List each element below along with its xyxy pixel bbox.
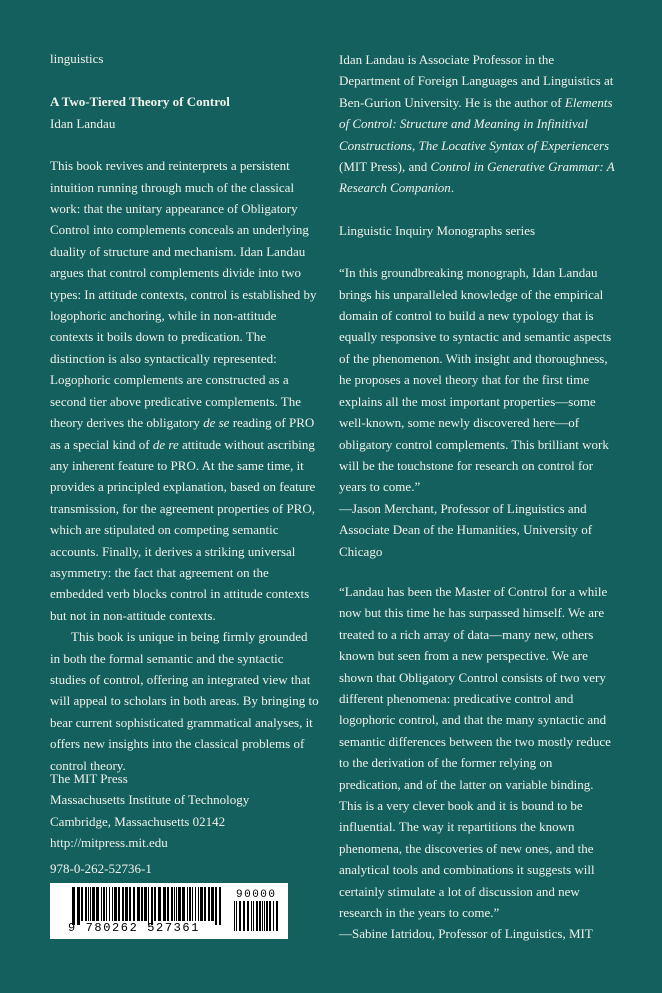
barcode-bar — [112, 887, 113, 921]
barcode-bar — [171, 887, 173, 921]
bio-italic: Elements of Control: Structure and Meaning in Infinitival Constructions — [339, 94, 613, 153]
bio-italic: The Locative Syntax of Experiencers — [418, 137, 610, 153]
barcode-bar — [273, 901, 274, 931]
barcode — [50, 883, 288, 939]
publisher-city: Cambridge, Massachusetts 02142 — [50, 813, 226, 829]
barcode-bar — [122, 887, 124, 921]
right-column — [339, 49, 617, 945]
barcode-bar — [77, 887, 80, 925]
barcode-bar — [72, 887, 75, 925]
barcode-bar — [262, 901, 263, 931]
barcode-bar — [151, 887, 153, 925]
barcode-bar — [182, 887, 185, 921]
abstract-paragraph-1 — [50, 155, 320, 626]
barcode-bar — [195, 887, 196, 921]
book-title: A Two-Tiered Theory of Control — [50, 94, 230, 110]
barcode-bar — [251, 901, 252, 931]
barcode-bar — [92, 887, 95, 921]
barcode-bar — [154, 887, 156, 921]
barcode-bar — [276, 901, 278, 931]
barcode-bar — [189, 887, 191, 921]
abstract-text: attitude without ascribing any inherent feature to PRO. At the same time, it provides a principled explanation, based on feature transmission, for the agreement properties of PRO, which are stipulated on competing semantic accounts. Finally, it derives a striking universal asymmetry: the fact that agreement on the embedded verb blocks control in attitude contexts but not in non-attitude contexts. — [50, 436, 316, 623]
barcode-bar — [106, 887, 107, 921]
barcode-bar — [158, 887, 161, 921]
barcode-bar — [88, 887, 89, 921]
bio-text: (MIT Press), and — [339, 159, 431, 175]
barcode-bar — [200, 887, 203, 921]
author-bio — [339, 49, 617, 199]
left-column — [50, 48, 320, 776]
barcode-bar — [211, 887, 214, 921]
barcode-bar — [243, 901, 245, 931]
publisher-url: http://mitpress.mit.edu — [50, 835, 168, 851]
isbn: 978-0-262-52736-1 — [50, 861, 152, 876]
quote-1: “In this groundbreaking monograph, Idan Landau brings his unparalleled knowledge of the empirical domain of control to build a new typology that is equally responsive to syntactic and semantic aspects of the phenomenon. With insight and thoroughness, he proposes a novel theory that for the first time explains all the most important properties—some well-known, some newly discovered here—of obligatory control complements. This brilliant work will be the touchstone for research on control for years to come.” — [339, 265, 612, 495]
publisher-name: The MIT Press — [50, 771, 128, 786]
bio-text: , — [411, 137, 419, 153]
quote-2: “Landau has been the Master of Control for a while now but this time he has surpassed himself. We are treated to a rich array of data—many new, others known but seen from a new perspective. We are shown that Obligatory Control consists of two very different phenomena: predicative control and logophoric control, and that the many syntactic and semantic differences between the two mostly reduce to the derivation of the former relying on predication, and of the latter on variable binding. This is a very clever book and it is bound to be influential. The way it repartitions the known phenomena, the discoveries of new ones, and the analytical tools and combinations it suggests will certainly stimulate a lot of discussion and new research in the years to come.” — [339, 583, 611, 921]
barcode-bar — [96, 887, 99, 921]
barcode-bar — [219, 887, 221, 925]
barcode-bar — [264, 901, 265, 931]
barcode-bar — [256, 901, 258, 931]
barcode-bar — [137, 887, 140, 921]
abstract-italic: de se — [203, 415, 230, 431]
barcode-bar — [174, 887, 175, 921]
barcode-bar — [176, 887, 177, 921]
barcode-bar — [141, 887, 143, 921]
barcode-bar — [192, 887, 193, 921]
barcode-bar — [239, 901, 241, 931]
barcode-bar — [236, 901, 237, 931]
category-label: linguistics — [50, 51, 104, 66]
barcode-digits: 9 780262 527361 — [68, 921, 201, 935]
barcode-bar — [81, 887, 83, 921]
barcode-bar — [204, 887, 206, 921]
barcode-bar — [144, 887, 147, 921]
abstract-italic: de re — [152, 436, 179, 452]
barcode-bar — [167, 887, 169, 921]
barcode-bar — [148, 887, 149, 925]
publisher-block — [50, 768, 249, 854]
barcode-bar — [198, 887, 199, 921]
abstract-paragraph-2: This book is unique in being firmly grounded in both the formal semantic and the syntactic studies of control, offering an integrated view that will appeal to scholars in both areas. By bringing to bear current sophisticated grammatical analyses, it offers new insights into the classical problems of control theory. — [50, 629, 319, 773]
abstract-text: This book revives and reinterprets a persistent intuition running through much of the classical work: that the unitary appearance of Obligatory Control into complements conceals an underlying duality of structure and mechanism. Idan Landau argues that control complements divide into two types: In attitude contexts, control is established by logophoric anchoring, while in non-attitude contexts it boils down to predication. The distinction is also syntactically represented: Logophoric complements are constructed as a second tier above predicative complements. The theory derives the obligatory — [50, 158, 317, 431]
barcode-bar — [109, 887, 110, 921]
publisher-institution: Massachusetts Institute of Technology — [50, 792, 250, 808]
barcode-bar — [247, 901, 249, 931]
book-author: Idan Landau — [50, 115, 116, 131]
barcode-bar — [114, 887, 117, 921]
barcode-bar — [215, 887, 217, 925]
barcode-bar — [133, 887, 135, 921]
barcode-bar — [101, 887, 102, 921]
series-name: Linguistic Inquiry Monographs series — [339, 222, 536, 238]
barcode-bar — [234, 901, 235, 931]
barcode-bar — [125, 887, 128, 921]
barcode-addon: 90000 — [236, 889, 277, 901]
barcode-bar — [85, 887, 87, 921]
barcode-bar — [129, 887, 131, 921]
barcode-bar — [163, 887, 166, 921]
barcode-bar — [259, 901, 261, 931]
bio-text: . — [450, 180, 455, 196]
barcode-bar — [178, 887, 181, 921]
barcode-bar — [266, 901, 268, 931]
barcode-bar — [208, 887, 210, 921]
abstract-text: reading of PRO as a special kind of — [50, 415, 315, 452]
bio-text: Idan Landau is Associate Professor in the Department of Foreign Languages and Linguistics at Ben-Gurion University. He is the author of — [339, 52, 614, 110]
quote-2-attribution: —Sabine Iatridou, Professor of Linguistics, MIT — [339, 926, 593, 942]
barcode-bar — [118, 887, 120, 921]
barcode-bar — [187, 887, 188, 921]
quote-1-attribution: —Jason Merchant, Professor of Linguistics and Associate Dean of the Humanities, University of Chicago — [339, 500, 593, 559]
barcode-bar — [90, 887, 91, 921]
bio-italic: Control in Generative Grammar: A Research Companion — [339, 159, 615, 196]
barcode-bar — [269, 901, 271, 931]
barcode-bar — [103, 887, 105, 921]
barcode-bar — [253, 901, 254, 931]
